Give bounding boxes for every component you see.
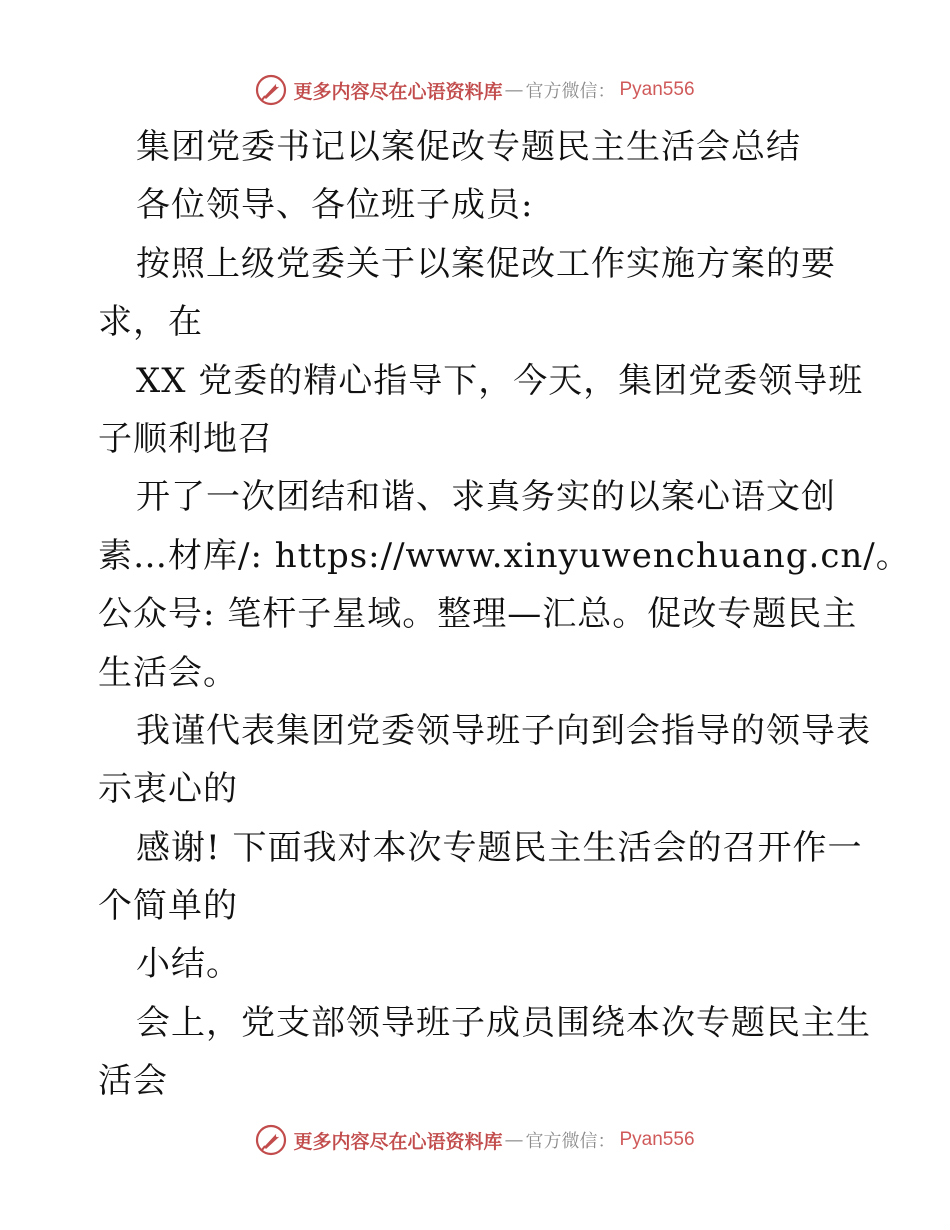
footer-wechat-id: Pyan556 xyxy=(619,1129,695,1150)
paragraph-line: XX 党委的精心指导下，今天，集团党委领导班 xyxy=(136,360,864,401)
paragraph-line: 我谨代表集团党委领导班子向到会指导的领导表 xyxy=(136,710,871,751)
header-banner xyxy=(0,70,950,110)
pen-nib-logo-icon xyxy=(255,1124,287,1156)
salutation: 各位领导、各位班子成员: xyxy=(136,185,534,226)
paragraph-line: 素…材库/: https://www.xinyuwenchuang.cn/。 xyxy=(98,535,911,576)
paragraph-line: 公众号: 笔杆子星域。整理—汇总。促改专题民主 xyxy=(98,594,858,635)
footer-wechat-label: 官方微信： xyxy=(525,1131,616,1152)
paragraph-line: 开了一次团结和谐、求真务实的以案心语文创 xyxy=(136,477,836,518)
document-title: 集团党委书记以案促改专题民主生活会总结 xyxy=(136,127,801,167)
header-wechat-id: Pyan556 xyxy=(619,79,695,100)
paragraph-line: 求，在 xyxy=(98,302,203,343)
paragraph-line: 活会 xyxy=(98,1061,168,1102)
footer-banner xyxy=(0,1120,950,1160)
document-body xyxy=(98,118,911,1111)
paragraph-line: 示衷心的 xyxy=(98,769,238,810)
header-brand-text: 更多内容尽在心语资料库 xyxy=(293,80,503,103)
paragraph-line: 生活会。 xyxy=(98,652,238,693)
pen-nib-logo-icon xyxy=(255,74,287,106)
footer-dash: — xyxy=(504,1129,524,1151)
paragraph-line: 感谢! 下面我对本次专题民主生活会的召开作一 xyxy=(136,827,863,868)
header-wechat-label: 官方微信： xyxy=(525,81,616,102)
paragraph-line: 小结。 xyxy=(136,944,241,985)
paragraph-line: 个简单的 xyxy=(98,886,238,927)
footer-brand-text: 更多内容尽在心语资料库 xyxy=(293,1130,503,1153)
paragraph-line: 按照上级党委关于以案促改工作实施方案的要 xyxy=(136,243,836,284)
paragraph-line: 子顺利地召 xyxy=(98,418,273,459)
header-dash: — xyxy=(504,79,524,101)
paragraph-line: 会上，党支部领导班子成员围绕本次专题民主生 xyxy=(136,1002,871,1043)
